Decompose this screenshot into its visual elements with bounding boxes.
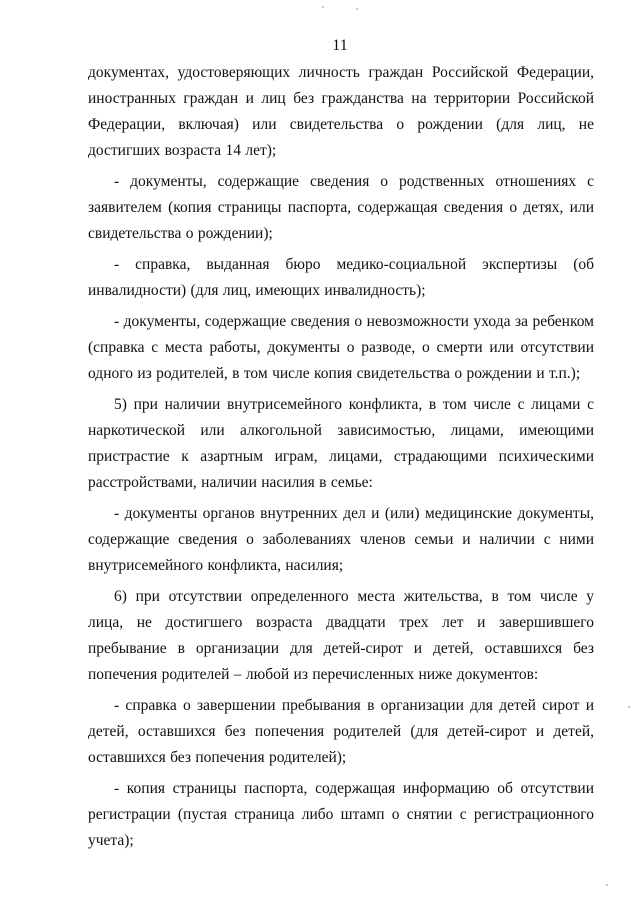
document-body bbox=[88, 60, 594, 859]
page-number: 11 bbox=[332, 37, 348, 54]
paragraph-family-relations-docs: - документы, содержащие сведения о родственных отношениях с заявителем (копия страницы паспорта, содержащая сведения о детях, или свидетельства о рождении); bbox=[88, 173, 594, 242]
scan-speck bbox=[356, 8, 358, 10]
paragraph-disability-certificate: - справка, выданная бюро медико-социальной экспертизы (об инвалидности) (для лиц, имеющих инвалидность); bbox=[88, 256, 594, 299]
paragraph-item-6-no-residence: 6) при отсутствии определенного места жительства, в том числе у лица, не достигшего возраста двадцати трех лет и завершившего пребывание в организации для детей-сирот и детей, оставшихся без попечения родителей – любой из перечисленных ниже документов: bbox=[88, 588, 594, 683]
scan-speck bbox=[322, 6, 324, 8]
scan-speck bbox=[606, 884, 608, 886]
paragraph-passport-page-copy: - копия страницы паспорта, содержащая информацию об отсутствии регистрации (пустая страница либо штамп о снятии с регистрационного учета); bbox=[88, 780, 594, 849]
paragraph-police-medical-docs: - документы органов внутренних дел и (или) медицинские документы, содержащие сведения о заболеваниях членов семьи и наличии с ними внутрисемейного конфликта, насилия; bbox=[88, 505, 594, 574]
paragraph-orphan-institution-certificate: - справка о завершении пребывания в организации для детей сирот и детей, оставшихся без попечения родителей (для детей-сирот и детей, оставшихся без попечения родителей); bbox=[88, 697, 594, 766]
paragraph-continuation: документах, удостоверяющих личность граждан Российской Федерации, иностранных граждан и лиц без гражданства на территории Российской Федерации, включая) или свидетельства о рождении (для лиц, не достигших возраста 14 лет); bbox=[88, 64, 594, 159]
paragraph-childcare-impossibility-docs: - документы, содержащие сведения о невозможности ухода за ребенком (справка с места работы, документы о разводе, о смерти или отсутствии одного из родителей, в том числе копия свидетельства о рождении и т.п.); bbox=[88, 313, 594, 382]
scan-speck bbox=[628, 706, 630, 708]
paragraph-item-5-family-conflict: 5) при наличии внутрисемейного конфликта, в том числе с лицами с наркотической или алкогольной зависимостью, лицами, имеющими пристрастие к азартным играм, лицами, страдающими психическими расстройствами, наличии насилия в семье: bbox=[88, 396, 594, 491]
